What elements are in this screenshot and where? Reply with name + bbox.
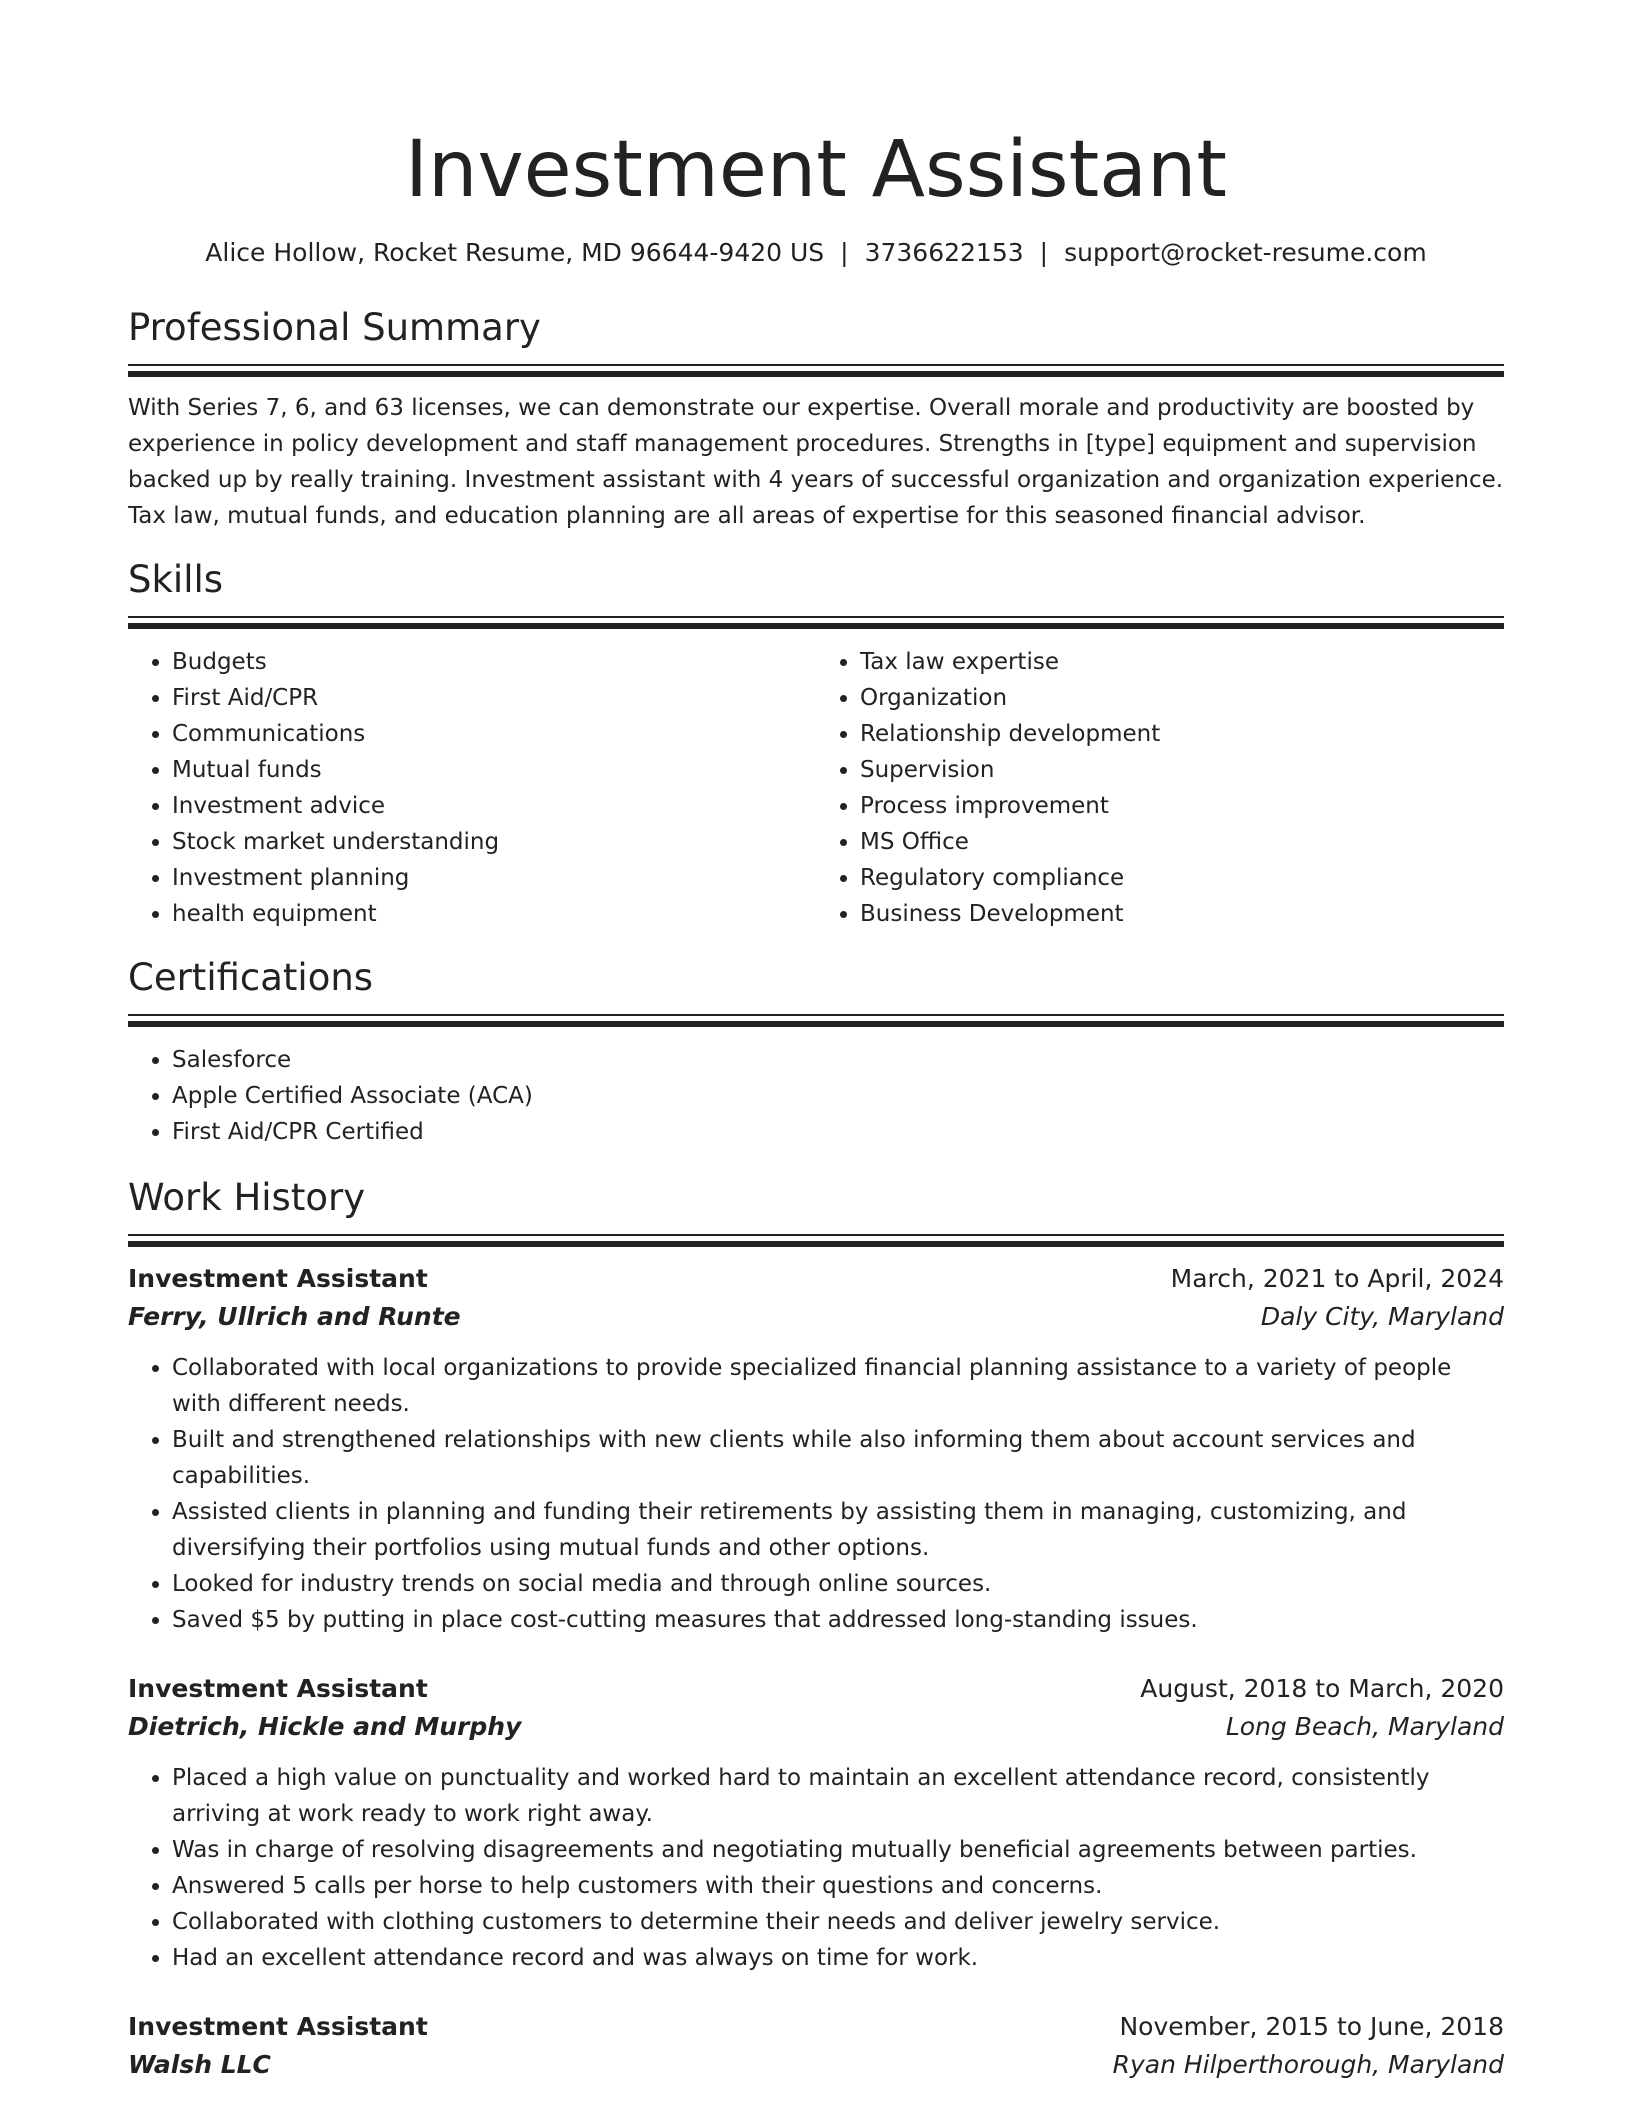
certifications-section [128, 954, 1504, 1150]
contact-line [128, 236, 1504, 270]
skill-item: • Tax law expertise [860, 644, 1504, 680]
job-bullet: • Was in charge of resolving disagreements and negotiating mutually beneficial agreements between parties. [172, 1832, 1504, 1868]
skill-item: • Communications [172, 716, 816, 752]
skill-item: • health equipment [172, 896, 816, 932]
summary-section [128, 304, 1504, 534]
section-title-certifications: Certifications [128, 956, 374, 999]
skill-item: • Relationship development [860, 716, 1504, 752]
job-entry [128, 1260, 1504, 1638]
job-title: Investment Assistant [128, 1674, 428, 1703]
section-divider [128, 616, 1504, 630]
section-divider [128, 1014, 1504, 1028]
skill-item: • Mutual funds [172, 752, 816, 788]
summary-text: With Series 7, 6, and 63 licenses, we can demonstrate our expertise. Overall morale and productivity are boosted by experience in policy development and staff management procedures. Strengths in [type] equipment and supervision backed up by really training. Investment assistant with 4 years of successful organization and organization experience. Tax law, mutual funds, and education planning are all areas of expertise for this seasoned financial advisor. [128, 395, 1504, 529]
job-header [128, 2008, 1504, 2046]
job-location: Long Beach, Maryland [1225, 1712, 1504, 1741]
job-company: Ferry, Ullrich and Runte [128, 1302, 461, 1331]
job-subheader [128, 1298, 1504, 1336]
skill-item: • Organization [860, 680, 1504, 716]
skills-columns [128, 644, 1504, 932]
job-dates: August, 2018 to March, 2020 [1140, 1674, 1504, 1703]
job-header [128, 1260, 1504, 1298]
job-bullet: • Built and strengthened relationships with new clients while also informing them about account services and capabilities. [172, 1422, 1504, 1494]
skill-item: • Investment advice [172, 788, 816, 824]
certification-item: • First Aid/CPR Certified [172, 1114, 1504, 1150]
job-bullet: • Collaborated with clothing customers to determine their needs and deliver jewelry service. [172, 1904, 1504, 1940]
job-entry [128, 2008, 1504, 2084]
contact-email: support@rocket-resume.com [1064, 238, 1427, 267]
job-dates: March, 2021 to April, 2024 [1170, 1264, 1504, 1293]
job-location: Ryan Hilperthorough, Maryland [1112, 2050, 1504, 2079]
section-title-summary: Professional Summary [128, 306, 541, 349]
contact-phone: 3736622153 [864, 238, 1024, 267]
skills-section [128, 556, 1504, 932]
job-bullet: • Collaborated with local organizations to provide specialized financial planning assistance to a variety of people with different needs. [172, 1350, 1504, 1422]
job-title: Investment Assistant [128, 2012, 428, 2041]
skill-item: • Stock market understanding [172, 824, 816, 860]
skill-item: • Business Development [860, 896, 1504, 932]
job-subheader [128, 1708, 1504, 1746]
job-dates: November, 2015 to June, 2018 [1119, 2012, 1504, 2041]
job-bullet: • Placed a high value on punctuality and worked hard to maintain an excellent attendance record, consistently arriving at work ready to work right away. [172, 1760, 1504, 1832]
job-bullet: • Saved $5 by putting in place cost-cutting measures that addressed long-standing issues. [172, 1602, 1504, 1638]
job-bullets [128, 1350, 1504, 1638]
skill-item: • Budgets [172, 644, 816, 680]
section-title-work-history: Work History [128, 1176, 366, 1219]
job-location: Daly City, Maryland [1260, 1302, 1504, 1331]
skills-list-left [128, 644, 816, 932]
section-divider [128, 1234, 1504, 1248]
section-title-skills: Skills [128, 558, 224, 601]
job-title: Investment Assistant [128, 1264, 428, 1293]
contact-separator: | [1039, 238, 1049, 267]
job-company: Walsh LLC [128, 2050, 271, 2079]
contact-separator: | [840, 238, 849, 267]
skill-item: • First Aid/CPR [172, 680, 816, 716]
job-bullet: • Had an excellent attendance record and was always on time for work. [172, 1940, 1504, 1976]
job-bullet: • Looked for industry trends on social media and through online sources. [172, 1566, 1504, 1602]
job-header [128, 1670, 1504, 1708]
job-bullets [128, 1760, 1504, 1976]
job-company: Dietrich, Hickle and Murphy [128, 1712, 522, 1741]
job-bullet: • Answered 5 calls per horse to help customers with their questions and concerns. [172, 1868, 1504, 1904]
skill-item: • Process improvement [860, 788, 1504, 824]
skill-item: • Regulatory compliance [860, 860, 1504, 896]
skill-item: • Investment planning [172, 860, 816, 896]
job-subheader [128, 2046, 1504, 2084]
skill-item: • MS Office [860, 824, 1504, 860]
certification-item: • Salesforce [172, 1042, 1504, 1078]
contact-address: Alice Hollow, Rocket Resume, MD 96644-9420 US [205, 238, 825, 267]
resume-title: Investment Assistant [405, 125, 1227, 215]
skills-list-right [816, 644, 1504, 932]
job-bullet: • Assisted clients in planning and funding their retirements by assisting them in managing, customizing, and diversifying their portfolios using mutual funds and other options. [172, 1494, 1504, 1566]
work-history-section [128, 1174, 1504, 2084]
skill-item: • Supervision [860, 752, 1504, 788]
certification-item: • Apple Certified Associate (ACA) [172, 1078, 1504, 1114]
resume-page [128, 118, 1504, 2084]
certifications-list [128, 1042, 1504, 1150]
section-divider [128, 364, 1504, 378]
job-entry [128, 1670, 1504, 1976]
